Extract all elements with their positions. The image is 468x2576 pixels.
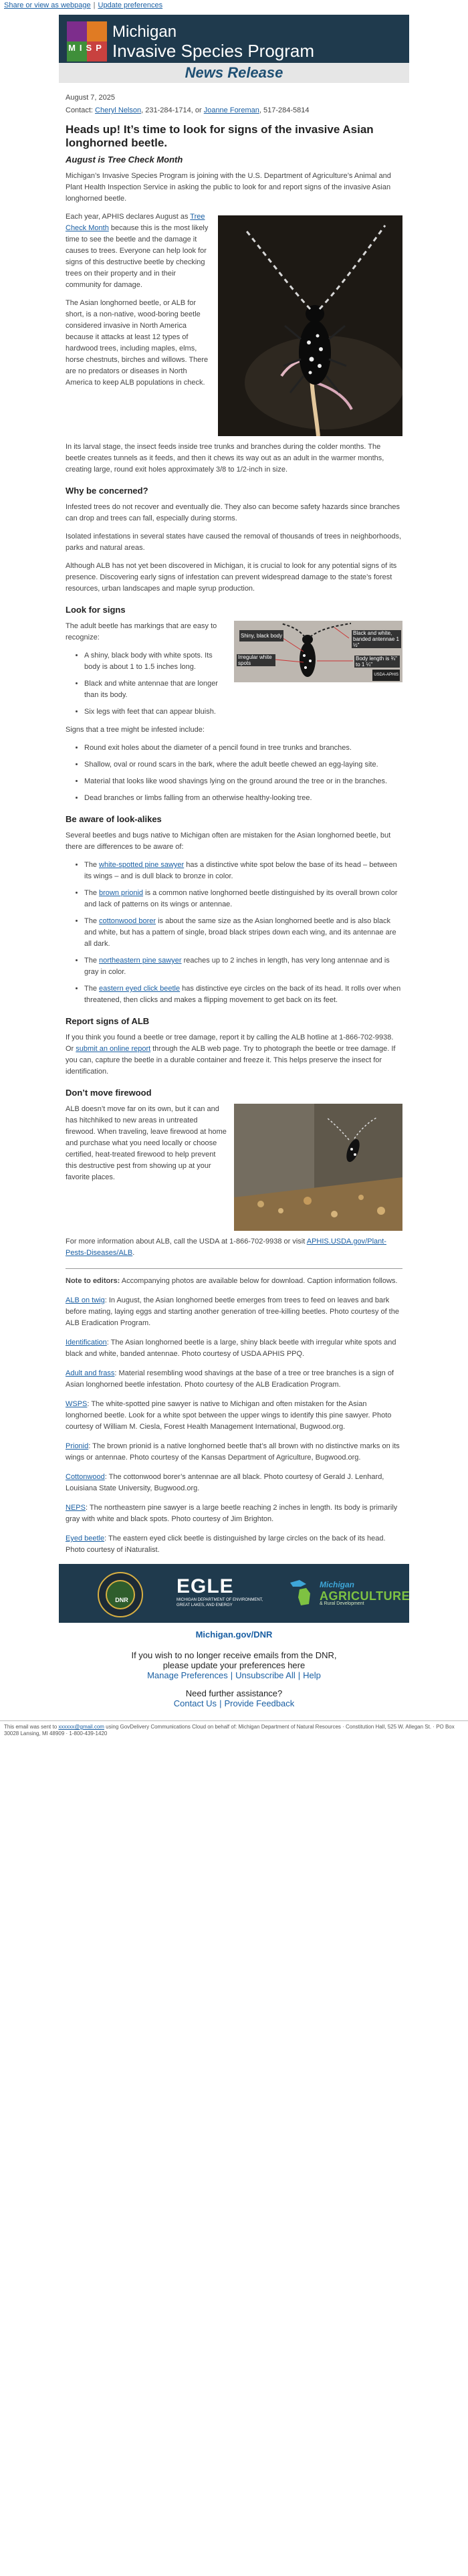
email-disclaimer: This email was sent to xxxxxx@gmail.com using GovDelivery Communications Cloud on behalf of: Michigan Department of Natural Resources · Constitution Hall, 525 W. Allegan St. · PO Box 30028 Lansing, MI 48909 · 1-800-439-1420 (0, 1720, 468, 1740)
dnr-url (59, 1623, 409, 1646)
header-banner (59, 15, 409, 63)
program-title-line1: Michigan (112, 23, 177, 41)
photo-link-alb-on-twig[interactable]: ALB on twig (66, 1296, 105, 1304)
paragraph-10: Several beetles and bugs native to Michigan often are mistaken for the Asian longhorned beetle, but there are differences to be aware of: (66, 831, 391, 851)
manage-preferences-link[interactable]: Manage Preferences (147, 1670, 228, 1680)
beetle-identification-figure (234, 621, 402, 682)
article-title: Heads up! It’s time to look for signs of the invasive Asian longhorned beetle. (66, 123, 374, 149)
list-item: • The eastern eyed click beetle has distinctive eye circles on the back of its head. It rolls over when threatened, then clicks and makes a flipping movement to get back on its feet. (84, 983, 402, 1006)
beetle-photo (218, 215, 402, 436)
mdard-line2: AGRICULTURE (320, 1589, 411, 1603)
paragraph-3: The Asian longhorned beetle, or ALB for short, is a non-native, wood-boring beetle considered invasive in North America because it attacks at least 12 types of hardwood trees, including maples, elms, horse chestnuts, birches and willows. There are no predators or diseases in North America to keep ALB populations in check. (66, 299, 209, 387)
photo-link-adult-and-frass[interactable]: Adult and frass (66, 1369, 115, 1377)
top-bar (0, 0, 468, 15)
label-white-spots: Irregular white spots (237, 654, 275, 666)
photo-link-eyed-beetle[interactable]: Eyed beetle (66, 1534, 105, 1543)
list-item: • Round exit holes about the diameter of a pencil found in tree trunks and branches. (84, 742, 402, 754)
logo-letters: MISP (68, 43, 106, 53)
photo-link-wsps[interactable]: WSPS (66, 1400, 88, 1408)
article-body (59, 83, 409, 1556)
paragraph-8: The adult beetle has markings that are easy to recognize: (66, 622, 217, 641)
mdard-line1: Michigan (320, 1580, 355, 1589)
contact2-link[interactable]: Joanne Foreman (203, 106, 259, 114)
update-preferences-link[interactable]: Update preferences (98, 1, 163, 9)
photo-link-prionid[interactable]: Prionid (66, 1442, 89, 1450)
eastern-eyed-click-beetle-link[interactable]: eastern eyed click beetle (99, 985, 181, 993)
tree-check-month-link[interactable]: Tree Check Month (66, 213, 205, 232)
assist-line: Need further assistance? (185, 1688, 283, 1698)
list-item: • Shallow, oval or round scars in the bark, where the adult beetle chewed an egg-laying site. (84, 759, 402, 771)
heading-report: Report signs of ALB (66, 1016, 150, 1026)
paragraph-6: Isolated infestations in several states have caused the removal of thousands of trees in neighborhoods, parks and natural areas. (66, 532, 402, 552)
mdard-line3: & Rural Development (320, 1601, 364, 1606)
contact-line: Contact: Cheryl Nelson, 231-284-1714, or Joanne Foreman, 517-284-5814 (66, 106, 310, 114)
help-link[interactable]: Help (303, 1670, 321, 1680)
heading-look-for-signs: Look for signs (66, 605, 126, 615)
unsub-line2: please update your preferences here (162, 1660, 306, 1670)
label-banded-antennae: Black and white, banded antennae 1 ½" (352, 630, 401, 648)
beetle-on-twig-image (218, 215, 402, 436)
caption-item: Eyed beetle: The eastern eyed click beetle is distinguished by large circles on the back of its head. Photo courtesy of iNaturalist. (66, 1534, 386, 1554)
northeastern-pine-sawyer-link[interactable]: northeastern pine sawyer (99, 957, 182, 965)
dnr-website-link[interactable]: Michigan.gov/DNR (195, 1629, 273, 1640)
unsubscribe-section (0, 1646, 468, 1708)
white-spotted-pine-sawyer-link[interactable]: white-spotted pine sawyer (99, 861, 185, 869)
label-body-length: Body length is ¾" to 1 ¼" (354, 656, 400, 668)
list-item: • Dead branches or limbs falling from an otherwise healthy-looking tree. (84, 793, 402, 804)
paragraph-4: In its larval stage, the insect feeds inside tree trunks and branches during the colder months. The beetle creates tunnels as it feeds, and then it chews its way out as an adult in the warmer months, creating large, round exit holes approximately 3/8 to 1/2-inch in size. (66, 443, 384, 474)
list-item: • The cottonwood borer is about the same size as the Asian longhorned beetle and is also black and white, but has a pattern of single, broad black stripes down each wing, and its antennae are all dark. (84, 916, 402, 950)
caption-item: Adult and frass: Material resembling wood shavings at the base of a tree or tree branches is a sign of Asian longhorned beetle infestation. Photo courtesy of the ALB Eradication Program. (66, 1369, 394, 1389)
caption-item: NEPS: The northeastern pine sawyer is a large beetle reaching 2 inches in length. Its body is primarily gray with white and black spots. Photo courtesy of Jim Brighton. (66, 1504, 398, 1523)
photo-link-cottonwood[interactable]: Cottonwood (66, 1473, 105, 1481)
cottonwood-borer-link[interactable]: cottonwood borer (99, 917, 156, 925)
michigan-map-icon (286, 1577, 317, 1608)
frass-photo (234, 1104, 402, 1231)
list-item: • The white-spotted pine sawyer has a distinctive white spot below the base of its head – between its wings – and is dull black to bronze in color. (84, 860, 402, 882)
usda-tag: USDA-APHIS (372, 670, 400, 681)
unsubscribe-all-link[interactable]: Unsubscribe All (235, 1670, 296, 1680)
adult-and-frass-image (234, 1104, 402, 1231)
release-date: August 7, 2025 (66, 94, 116, 102)
caption-item: WSPS: The white-spotted pine sawyer is native to Michigan and often mistaken for the Asian longhorned beetle. Look for a white spot between the upper wings to identify this pine sawyer. Photo courtesy of William M. Ciesla, Forest Health Management International, Bugwood.org. (66, 1400, 392, 1431)
caption-item: Cottonwood: The cottonwood borer’s antennae are all black. Photo courtesy of Gerald J. Lenhard, Louisiana State University, Bugwood.org. (66, 1473, 384, 1492)
paragraph-7: Although ALB has not yet been discovered in Michigan, it is crucial to look for any potential signs of its presence. Discovering early signs of infestation can prevent widespread damage to the state’s forest resources, urban landscapes and maple syrup production. (66, 562, 397, 593)
share-link[interactable]: Share or view as webpage (4, 1, 91, 9)
contact-us-link[interactable]: Contact Us (173, 1698, 217, 1708)
look-alikes-list (66, 860, 402, 1006)
list-item: • Six legs with feet that can appear bluish. (84, 706, 402, 718)
misp-logo (67, 21, 107, 62)
online-report-link[interactable]: submit an online report (76, 1045, 151, 1053)
email-container (59, 15, 409, 1646)
photo-link-neps[interactable]: NEPS (66, 1504, 86, 1512)
caption-item: Identification: The Asian longhorned beetle is a large, shiny black beetle with irregular white spots and black and white, banded antennae. Photo courtesy of USDA APHIS PPQ. (66, 1339, 396, 1358)
paragraph-9: Signs that a tree might be infested include: (66, 726, 205, 734)
mdard-logo[interactable] (286, 1577, 411, 1611)
caption-item: Prionid: The brown prionid is a native longhorned beetle that’s all brown with no distinctive marks on its wings or antennae. Photo courtesy of the Kansas Department of Agriculture, Bugwood.org. (66, 1442, 400, 1462)
aphis-alb-link[interactable]: APHIS.USDA.gov/Plant-Pests-Diseases/ALB (66, 1237, 386, 1257)
dnr-seal-text: DNR (115, 1597, 128, 1603)
paragraph-13: For more information about ALB, call the USDA at 1-866-702-9938 or visit APHIS.USDA.gov/Plant-Pests-Diseases/ALB. (66, 1237, 386, 1257)
program-title (112, 24, 314, 59)
agency-logos-band (59, 1564, 409, 1623)
preference-links: Manage Preferences | Unsubscribe All | Help (147, 1670, 321, 1680)
program-title-line2: Invasive Species Program (112, 41, 315, 61)
paragraph-12: ALB doesn’t move far on its own, but it can and has hitchhiked to new areas in untreated firewood. When traveling, leave firewood at home and purchase what you need locally or choose certified, heat-treated firewood to help prevent this destructive pest from showing up at your favorite places. (66, 1105, 227, 1181)
caption-item: ALB on twig: In August, the Asian longhorned beetle emerges from trees to feed on leaves and bark before mating, laying eggs and starting another generation of tree-killing beetles. Photo courtesy of the ALB Eradication Program. (66, 1296, 399, 1327)
news-release-bar: News Release (59, 63, 409, 83)
list-item: • A shiny, black body with white spots. Its body is about 1 to 1.5 inches long. (84, 650, 402, 673)
heading-firewood: Don’t move firewood (66, 1088, 152, 1098)
heading-look-alikes: Be aware of look-alikes (66, 814, 162, 824)
contact-links: Contact Us | Provide Feedback (173, 1698, 295, 1708)
provide-feedback-link[interactable]: Provide Feedback (224, 1698, 295, 1708)
recipient-email-link[interactable]: xxxxxx@gmail.com (58, 1724, 104, 1730)
photo-link-identification[interactable]: Identification (66, 1339, 107, 1347)
separator: | (93, 1, 96, 9)
notes-lead: Note to editors: Accompanying photos are available below for download. Caption information follows. (66, 1277, 398, 1285)
label-shiny-body: Shiny, black body (239, 630, 283, 641)
paragraph-2: Each year, APHIS declares August as Tree Check Month because this is the most likely time to see the beetle and the damage it causes to trees. Everyone can help look for signs of this destructive beetle by checking trees on their property and in their community for damage. (66, 213, 209, 289)
tree-signs-list (66, 742, 402, 804)
list-item: • Black and white antennae that are longer than its body. (84, 678, 402, 701)
list-item: • The brown prionid is a common native longhorned beetle distinguished by its overall brown color and lack of patterns on its wings or antennae. (84, 888, 402, 910)
list-item: • Material that looks like wood shavings lying on the ground around the tree or in the branches. (84, 776, 402, 787)
egle-subtitle: MICHIGAN DEPARTMENT OF ENVIRONMENT, GREAT LAKES, AND ENERGY (177, 1598, 263, 1607)
article-subtitle: August is Tree Check Month (66, 155, 183, 165)
unsub-line1: If you wish to no longer receive emails from the DNR, (131, 1650, 337, 1660)
brown-prionid-link[interactable]: brown prionid (99, 889, 144, 897)
contact1-link[interactable]: Cheryl Nelson (95, 106, 142, 114)
egle-wordmark: EGLE (177, 1575, 234, 1597)
dnr-seal-logo[interactable] (98, 1572, 143, 1617)
paragraph-11: If you think you found a beetle or tree damage, report it by calling the ALB hotline at 1-866-702-9938. Or submit an online report through the ALB web page. Try to photograph the beetle or tree damage. If you can, capture the beetle in a durable container and freeze it. This helps preserve the insect for identification. (66, 1033, 396, 1076)
egle-logo[interactable] (177, 1576, 277, 1611)
intro-paragraph: Michigan’s Invasive Species Program is joining with the U.S. Department of Agriculture’s Animal and Plant Health Inspection Service in asking the public to look for and report signs of the invasive Asian longhorned beetle. (66, 172, 391, 203)
paragraph-5: Infested trees do not recover and eventually die. They also can become safety hazards since branches can drop and trees can fall, especially during storms. (66, 503, 400, 522)
list-item: • The northeastern pine sawyer reaches up to 2 inches in length, has very long antennae and is gray in color. (84, 955, 402, 978)
editor-notes (66, 1268, 402, 1556)
heading-concerned: Why be concerned? (66, 486, 148, 496)
